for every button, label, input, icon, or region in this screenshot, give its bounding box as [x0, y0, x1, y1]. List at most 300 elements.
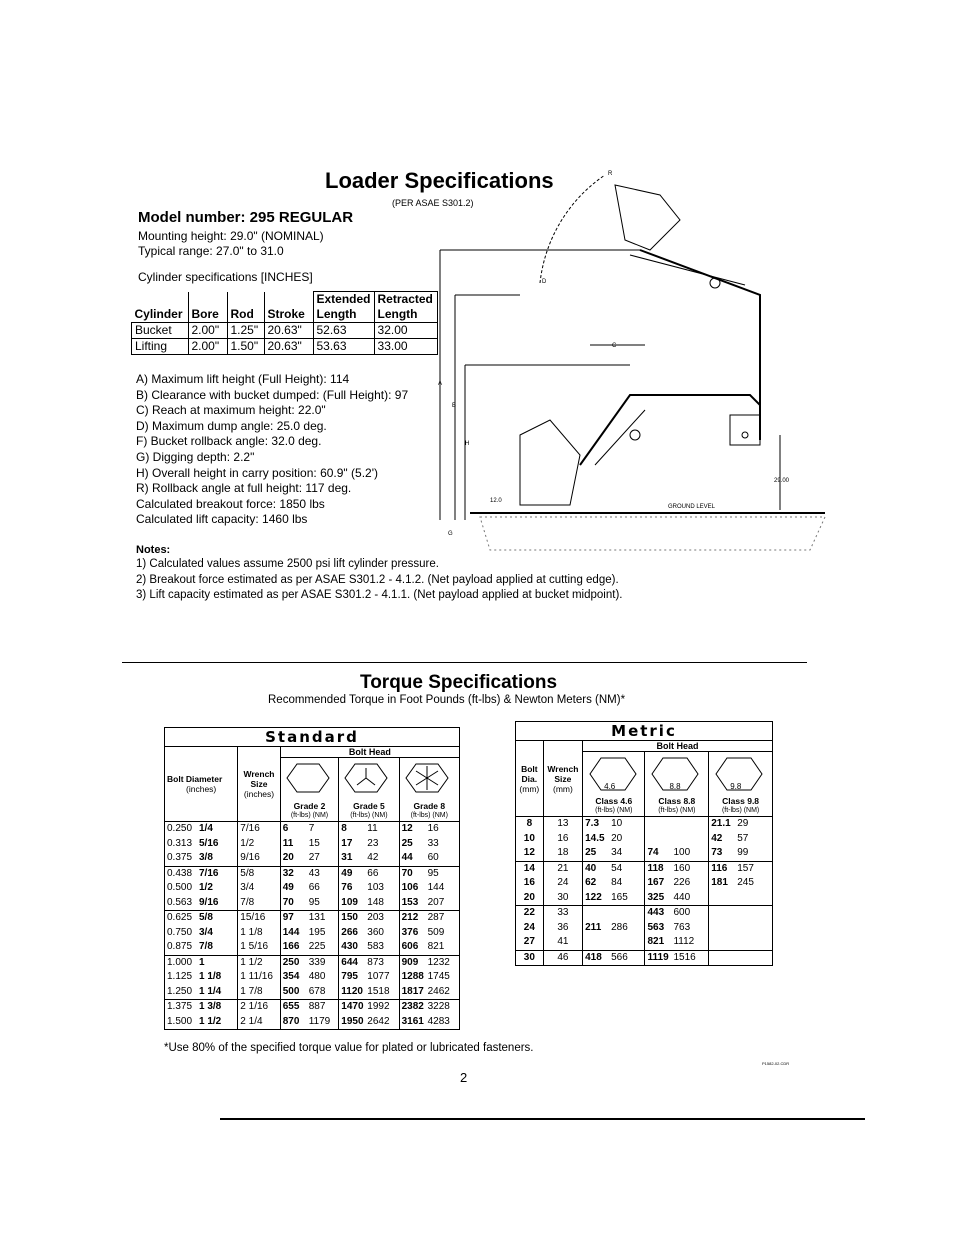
- decimal-diameter: 1.250: [167, 985, 193, 997]
- metric-wrench: 13: [557, 818, 569, 829]
- nm-value: 29: [737, 818, 749, 829]
- ftlbs-value: 167: [647, 877, 665, 888]
- nm-value: 165: [611, 891, 628, 903]
- label-c: C: [612, 343, 617, 349]
- hex-class46-icon: [585, 752, 642, 796]
- ftlbs-value: 870: [282, 1015, 300, 1027]
- nm-value: 1077: [367, 971, 390, 982]
- nm-value: 678: [308, 985, 326, 997]
- table-row: [165, 911, 460, 956]
- torque-value-pair: [647, 832, 706, 847]
- torque-value-pair: [711, 846, 770, 861]
- spec-item: F) Bucket rollback angle: 32.0 deg.: [136, 434, 322, 449]
- decimal-diameter: 0.375: [167, 852, 193, 863]
- class88-header: [645, 752, 709, 817]
- torque-value-pair: [283, 926, 337, 941]
- table-row: [165, 822, 460, 867]
- wrench-size-cell: [238, 866, 280, 911]
- hex-class98-icon: [711, 752, 770, 796]
- bolt-dia: 10: [523, 832, 535, 844]
- col-bolt-diameter-label: Bolt Diameter: [167, 774, 223, 784]
- metric-wrench-cell: [543, 817, 582, 862]
- bolt-dia-cell: [516, 861, 544, 906]
- class46-cell: [583, 906, 645, 951]
- nm-value: 100: [673, 847, 691, 858]
- ftlbs-value: 70: [401, 867, 413, 879]
- wrench-size: 2 1/16: [240, 1001, 269, 1012]
- ftlbs-value: 909: [401, 956, 419, 968]
- height-label: 29.00: [774, 478, 790, 484]
- standard-reference: (PER ASAE S301.2): [392, 198, 474, 208]
- torque-value-pair: [283, 911, 337, 926]
- wrench-size-cell: [238, 1000, 280, 1030]
- col-bolt-diameter: [165, 747, 238, 822]
- bolt-diameter: [167, 970, 235, 985]
- torque-value-pair: [402, 896, 457, 911]
- table-row: [165, 866, 460, 911]
- col-wrench-size-label: Wrench Size: [243, 769, 275, 789]
- ftlbs-value: 11: [282, 837, 294, 849]
- torque-footnote: *Use 80% of the specified torque value for plated or lubricated fasteners.: [164, 1042, 534, 1054]
- ftlbs-value: 7.3: [585, 818, 600, 829]
- fraction-diameter: 1: [199, 956, 205, 968]
- ftlbs-value: 49: [341, 867, 353, 879]
- class88-cell: [645, 906, 709, 951]
- note-item: 2) Breakout force estimated as per ASAE S301.2 - 4.1.2. (Net payload applied at cutting edge).: [136, 573, 619, 586]
- nm-value: 1992: [367, 1001, 390, 1012]
- hex-class88-icon: [647, 752, 706, 796]
- torque-value-pair: [585, 891, 642, 906]
- depth-label: 12.0: [490, 498, 502, 504]
- class98-header: [709, 752, 773, 817]
- class98-cell: [709, 817, 773, 862]
- ftlbs-value: 2382: [401, 1001, 424, 1012]
- metric-wrench: 21: [557, 862, 569, 874]
- table-cell: 1.50": [227, 339, 264, 355]
- cylinder-caption: Cylinder specifications [INCHES]: [138, 270, 313, 284]
- torque-value-pair: [647, 921, 706, 936]
- grade8-cell: [399, 1000, 459, 1030]
- torque-value-pair: [402, 970, 457, 985]
- torque-value-pair: [402, 822, 457, 837]
- wrench-size: 7/16: [240, 823, 260, 834]
- col-metric-wrench: [543, 741, 582, 817]
- ftlbs-value: 144: [282, 926, 300, 938]
- wrench-size-cell: [238, 911, 280, 956]
- ftlbs-value: 76: [341, 882, 353, 893]
- class46-cell: [583, 861, 645, 906]
- nm-value: 66: [367, 867, 379, 879]
- ftlbs-value: 106: [401, 882, 419, 893]
- col-wrench-size: [238, 747, 280, 822]
- metric-wrench: 16: [557, 832, 569, 844]
- grade2-unit: (ft-lbs) (NM): [290, 812, 329, 819]
- torque-value-pair: [402, 837, 457, 852]
- ftlbs-value: 1950: [341, 1015, 364, 1027]
- ftlbs-value: 354: [282, 971, 300, 982]
- class46-cell: [583, 950, 645, 966]
- table-cell: 20.63": [264, 323, 313, 339]
- nm-value: 11: [367, 823, 378, 834]
- decimal-diameter: 0.563: [167, 896, 193, 908]
- table-row: [516, 861, 773, 906]
- torque-value-pair: [585, 906, 642, 921]
- bolt-diameter: [167, 822, 235, 837]
- torque-value-pair: [341, 1015, 396, 1030]
- decimal-diameter: 1.500: [167, 1015, 193, 1027]
- nm-value: 27: [308, 852, 320, 863]
- bolt-dia: 22: [523, 907, 535, 918]
- nm-value: 286: [611, 921, 628, 933]
- ftlbs-value: 153: [401, 896, 419, 908]
- torque-value-pair: [402, 867, 457, 882]
- wrench-size: 5/8: [240, 867, 255, 879]
- wrench-size: 1 5/16: [240, 941, 269, 952]
- grade2-cell: [280, 822, 339, 867]
- torque-value-pair: [585, 951, 642, 966]
- bolt-dia: 24: [523, 921, 535, 933]
- bolt-diameter: [167, 926, 235, 941]
- torque-value-pair: [402, 881, 457, 896]
- grade8-cell: [399, 866, 459, 911]
- nm-value: 148: [367, 896, 384, 908]
- decimal-diameter: 0.250: [167, 823, 193, 834]
- nm-value: 144: [427, 882, 445, 893]
- note-item: 3) Lift capacity estimated as per ASAE S301.2 - 4.1.1. (Net payload applied at bucket midpoint).: [136, 589, 623, 601]
- table-row: [516, 906, 773, 951]
- torque-value-pair: [283, 837, 337, 852]
- torque-value-pair: [341, 926, 396, 941]
- nm-value: 84: [611, 877, 623, 888]
- torque-value-pair: [341, 867, 396, 882]
- bolt-diameter: [167, 837, 235, 852]
- torque-value-pair: [283, 881, 337, 896]
- col-metric-wrench-unit: (mm): [552, 783, 573, 794]
- nm-value: 1179: [308, 1015, 331, 1027]
- torque-title: Torque Specifications: [360, 672, 558, 693]
- lowered-bucket: [520, 420, 580, 505]
- table-row: [165, 1000, 460, 1030]
- metric-title: Metric: [516, 722, 773, 741]
- table-cell: 33.00: [374, 339, 437, 355]
- nm-value: 339: [308, 956, 326, 968]
- metric-wrench: 24: [557, 877, 569, 888]
- table-row: [165, 955, 460, 1000]
- label-h: H: [465, 441, 470, 447]
- fraction-diameter: 1/4: [199, 823, 213, 834]
- decimal-diameter: 0.875: [167, 941, 193, 952]
- ftlbs-value: 325: [647, 891, 665, 903]
- ftlbs-value: 32: [282, 867, 294, 879]
- fraction-diameter: 1 3/8: [199, 1001, 222, 1012]
- torque-value-pair: [711, 891, 770, 906]
- bolt-diameter-cell: [165, 822, 238, 867]
- spec-item: C) Reach at maximum height: 22.0": [136, 403, 326, 418]
- loader-specs-list: [136, 372, 408, 528]
- nm-value: 360: [367, 926, 384, 938]
- nm-value: 566: [611, 951, 628, 963]
- nm-value: 95: [308, 896, 320, 908]
- wrench-size: 9/16: [240, 852, 260, 863]
- grade5-cell: [339, 822, 399, 867]
- bolt-diameter: [167, 956, 235, 971]
- grade2-label: Grade 2: [293, 801, 326, 811]
- ftlbs-value: 42: [711, 832, 723, 844]
- col-cylinder: Cylinder: [132, 292, 189, 323]
- wrench-size: 1 1/2: [240, 956, 263, 968]
- bolt-dia: 8: [526, 818, 533, 829]
- ftlbs-value: 1120: [341, 985, 363, 997]
- hex-grade8-icon: [402, 758, 452, 798]
- table-row: [132, 323, 438, 339]
- torque-value-pair: [402, 851, 457, 866]
- hex-grade5-icon: [341, 758, 391, 798]
- standard-title: Standard: [165, 728, 460, 747]
- ftlbs-value: 1470: [341, 1001, 364, 1012]
- grade8-label: Grade 8: [413, 801, 446, 811]
- nm-value: 207: [427, 896, 445, 908]
- metric-rows: [516, 817, 773, 966]
- metric-wrench: 33: [557, 907, 569, 918]
- grade5-cell: [339, 911, 399, 956]
- ftlbs-value: 150: [341, 912, 358, 923]
- wrench-size: 3/4: [240, 882, 255, 893]
- nm-value: 480: [308, 971, 326, 982]
- table-cell: Bucket: [132, 323, 189, 339]
- nm-value: 42: [367, 852, 379, 863]
- ftlbs-value: 116: [711, 862, 728, 874]
- grade5-cell: [339, 955, 399, 1000]
- decimal-diameter: 1.125: [167, 971, 193, 982]
- torque-value-pair: [585, 817, 642, 832]
- nm-value: 4283: [427, 1015, 450, 1027]
- ftlbs-value: 31: [341, 852, 353, 863]
- torque-value-pair: [585, 846, 642, 861]
- class88-unit: (ft-lbs) (NM): [658, 807, 696, 814]
- nm-value: 66: [308, 882, 320, 893]
- label-r: R: [608, 171, 613, 177]
- nm-value: 2462: [427, 985, 450, 997]
- ftlbs-value: 44: [401, 852, 413, 863]
- fraction-diameter: 5/16: [199, 837, 219, 849]
- bolt-diameter: [167, 1000, 235, 1015]
- bolt-dia: 14: [523, 862, 535, 874]
- wrench-size: 1/2: [240, 837, 255, 849]
- decimal-diameter: 0.750: [167, 926, 193, 938]
- col-metric-wrench-label: Wrench Size: [547, 763, 579, 784]
- grade2-cell: [280, 911, 339, 956]
- metric-wrench: 36: [557, 921, 569, 933]
- torque-value-pair: [402, 956, 457, 971]
- decimal-diameter: 0.313: [167, 837, 193, 849]
- decimal-diameter: 0.625: [167, 912, 193, 923]
- torque-value-pair: [341, 1000, 396, 1015]
- torque-value-pair: [283, 867, 337, 882]
- standard-rows: [165, 822, 460, 1030]
- ftlbs-value: 644: [341, 956, 358, 968]
- nm-value: 1518: [367, 985, 390, 997]
- col-wrench-size-unit: (inches): [243, 789, 275, 799]
- grade2-cell: [280, 955, 339, 1000]
- torque-value-pair: [711, 921, 770, 936]
- class98-mark: 9.8: [730, 782, 742, 791]
- spec-item: Calculated lift capacity: 1460 lbs: [136, 512, 308, 527]
- torque-value-pair: [647, 951, 706, 966]
- class88-cell: [645, 817, 709, 862]
- hex-grade2-icon: [283, 758, 333, 798]
- nm-value: 440: [673, 891, 691, 903]
- torque-value-pair: [341, 837, 396, 852]
- torque-value-pair: [585, 921, 642, 936]
- spec-item: A) Maximum lift height (Full Height): 114: [136, 372, 350, 386]
- class88-mark: 8.8: [669, 782, 681, 791]
- torque-value-pair: [283, 970, 337, 985]
- nm-value: 103: [367, 882, 384, 893]
- bolt-diameter: [167, 881, 235, 896]
- typical-range: Typical range: 27.0" to 31.0: [138, 244, 284, 258]
- ftlbs-value: 20: [282, 852, 294, 863]
- page-number: 2: [460, 1070, 468, 1085]
- ftlbs-value: 97: [282, 912, 294, 923]
- nm-value: 203: [367, 912, 384, 923]
- torque-value-pair: [341, 970, 396, 985]
- wrench-size: 2 1/4: [240, 1015, 263, 1027]
- ftlbs-value: 376: [401, 926, 419, 938]
- metric-wrench: 46: [557, 951, 569, 963]
- grade2-cell: [280, 866, 339, 911]
- nm-value: 887: [308, 1001, 326, 1012]
- grade5-header: [339, 758, 399, 822]
- table-row: [516, 950, 773, 966]
- ftlbs-value: 166: [282, 941, 300, 952]
- nm-value: 10: [611, 818, 623, 829]
- grade5-cell: [339, 866, 399, 911]
- class46-label: Class 4.6: [595, 796, 633, 806]
- cylinder-table-header: [132, 292, 438, 323]
- wrench-size: 15/16: [240, 912, 266, 923]
- ftlbs-value: 606: [401, 941, 419, 952]
- lowered-arm: [580, 395, 760, 465]
- ftlbs-value: 443: [647, 907, 665, 918]
- grade2-header: [280, 758, 339, 822]
- mounting-height: Mounting height: 29.0" (NOMINAL): [138, 229, 324, 243]
- spec-item: R) Rollback angle at full height: 117 deg.: [136, 481, 352, 496]
- nm-value: 16: [427, 823, 439, 834]
- nm-value: 600: [673, 907, 691, 918]
- table-cell: 52.63: [313, 323, 374, 339]
- nm-value: 226: [673, 877, 691, 888]
- ftlbs-value: 17: [341, 837, 353, 849]
- nm-value: 1516: [673, 951, 696, 963]
- table-cell: 32.00: [374, 323, 437, 339]
- grade8-unit: (ft-lbs) (NM): [410, 812, 448, 819]
- ftlbs-value: 25: [401, 837, 413, 849]
- nm-value: 195: [308, 926, 326, 938]
- ftlbs-value: 8: [341, 823, 347, 834]
- bolt-diameter: [167, 985, 235, 1000]
- grade5-cell: [339, 1000, 399, 1030]
- class98-unit: (ft-lbs) (NM): [721, 807, 760, 814]
- bolt-dia: 20: [523, 891, 535, 903]
- class88-label: Class 8.8: [658, 796, 696, 806]
- label-g: G: [448, 531, 453, 537]
- torque-value-pair: [283, 896, 337, 911]
- ftlbs-value: 62: [585, 877, 597, 888]
- metric-bolt-head-header: Bolt Head: [583, 741, 773, 752]
- nm-value: 245: [737, 877, 754, 888]
- decimal-diameter: 1.000: [167, 956, 193, 968]
- bolt-diameter: [167, 896, 235, 911]
- ftlbs-value: 70: [282, 896, 294, 908]
- nm-value: 60: [427, 852, 439, 863]
- class98-cell: [709, 861, 773, 906]
- notes-heading: Notes:: [136, 544, 171, 556]
- decimal-diameter: 0.500: [167, 882, 193, 893]
- ftlbs-value: 1288: [401, 971, 424, 982]
- torque-value-pair: [283, 822, 337, 837]
- spec-item: D) Maximum dump angle: 25.0 deg.: [136, 418, 327, 433]
- col-bore: Bore: [188, 292, 227, 323]
- torque-value-pair: [283, 1000, 337, 1015]
- ftlbs-value: 655: [282, 1001, 300, 1012]
- ftlbs-value: 211: [585, 921, 602, 933]
- nm-value: 763: [673, 921, 691, 933]
- wrench-size-cell: [238, 955, 280, 1000]
- nm-value: 287: [427, 912, 445, 923]
- ftlbs-value: 1817: [401, 985, 424, 997]
- nm-value: 1232: [427, 956, 450, 968]
- fraction-diameter: 9/16: [199, 896, 219, 908]
- grade2-cell: [280, 1000, 339, 1030]
- bolt-diameter-cell: [165, 1000, 238, 1030]
- wrench-size: 1 7/8: [240, 985, 263, 997]
- ftlbs-value: 118: [647, 862, 664, 874]
- torque-value-pair: [647, 891, 706, 906]
- col-bolt-diameter-unit: (inches): [186, 784, 217, 794]
- grade8-cell: [399, 955, 459, 1000]
- class88-cell: [645, 861, 709, 906]
- torque-value-pair: [402, 911, 457, 926]
- nm-value: 23: [367, 837, 379, 849]
- torque-value-pair: [711, 817, 770, 832]
- ftlbs-value: 74: [647, 847, 659, 858]
- torque-value-pair: [283, 1015, 337, 1030]
- nm-value: 157: [737, 862, 754, 874]
- col-extended-length: Extended Length: [313, 292, 374, 323]
- decimal-diameter: 1.375: [167, 1001, 193, 1012]
- wrench-size: 1 1/8: [240, 926, 263, 938]
- torque-value-pair: [402, 1000, 457, 1015]
- class46-cell: [583, 817, 645, 862]
- torque-value-pair: [585, 935, 642, 950]
- torque-value-pair: [711, 876, 770, 891]
- class46-unit: (ft-lbs) (NM): [595, 807, 633, 814]
- torque-value-pair: [283, 851, 337, 866]
- bolt-dia-cell: [516, 906, 544, 951]
- col-bolt-dia-unit: (mm): [519, 783, 540, 794]
- bolt-diameter: [167, 851, 235, 866]
- bolt-head-header: Bolt Head: [280, 747, 459, 758]
- nm-value: 54: [611, 862, 623, 874]
- ftlbs-value: 3161: [401, 1015, 424, 1027]
- grade8-cell: [399, 911, 459, 956]
- bolt-dia: 30: [523, 951, 535, 963]
- class46-mark: 4.6: [604, 782, 616, 791]
- bolt-diameter-cell: [165, 955, 238, 1000]
- nm-value: 15: [308, 837, 320, 849]
- torque-value-pair: [647, 876, 706, 891]
- fraction-diameter: 1/2: [199, 882, 213, 893]
